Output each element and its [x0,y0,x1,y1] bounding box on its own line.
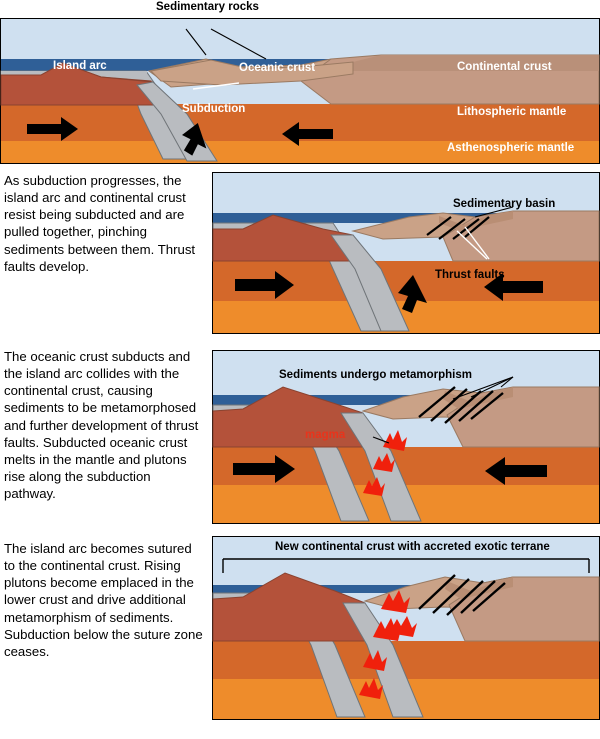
label-continental-crust: Continental crust [457,61,552,73]
panel-4-caption: The island arc becomes sutured to the continental crust. Rising plutons become emplaced in the lower crust and drive additional metamorphism of sediments. Subduction below the suture zone ceases. [4,541,203,659]
label-new-continental-crust: New continental crust with accreted exotic terrane [275,541,550,553]
label-sedimentary-basin: Sedimentary basin [453,198,556,210]
panel-3-diagram [212,350,600,524]
panel-4-svg [213,537,599,719]
label-island-arc: Island arc [53,60,107,72]
label-thrust-faults: Thrust faults [435,269,505,281]
panel-4-diagram [212,536,600,720]
label-sedimentary-rocks: Sedimentary rocks [156,1,259,13]
panel-1-diagram [0,1,600,164]
label-sediments-metamorphism: Sediments undergo metamorphism [279,369,472,381]
label-lithospheric-mantle: Lithospheric mantle [457,106,567,118]
label-asthenospheric-mantle: Asthenospheric mantle [447,142,575,154]
label-magma: magma [305,429,346,441]
panel-2-caption: As subduction progresses, the island arc and continental crust resist being subducted and are pulled together, pinching sediments between them. Thrust faults develop. [4,173,196,274]
label-subduction: Subduction [182,103,246,115]
label-oceanic-crust: Oceanic crust [239,62,316,74]
panel-2-svg [213,173,599,333]
panel-3-caption: The oceanic crust subducts and the island arc collides with the continental crust, causing sediments to be metamorphosed and further development of thrust faults. Subducted oceanic crust melts in the mantle and plutons rise along the subduction pathway. [4,349,199,502]
panel-2-diagram [212,172,600,334]
